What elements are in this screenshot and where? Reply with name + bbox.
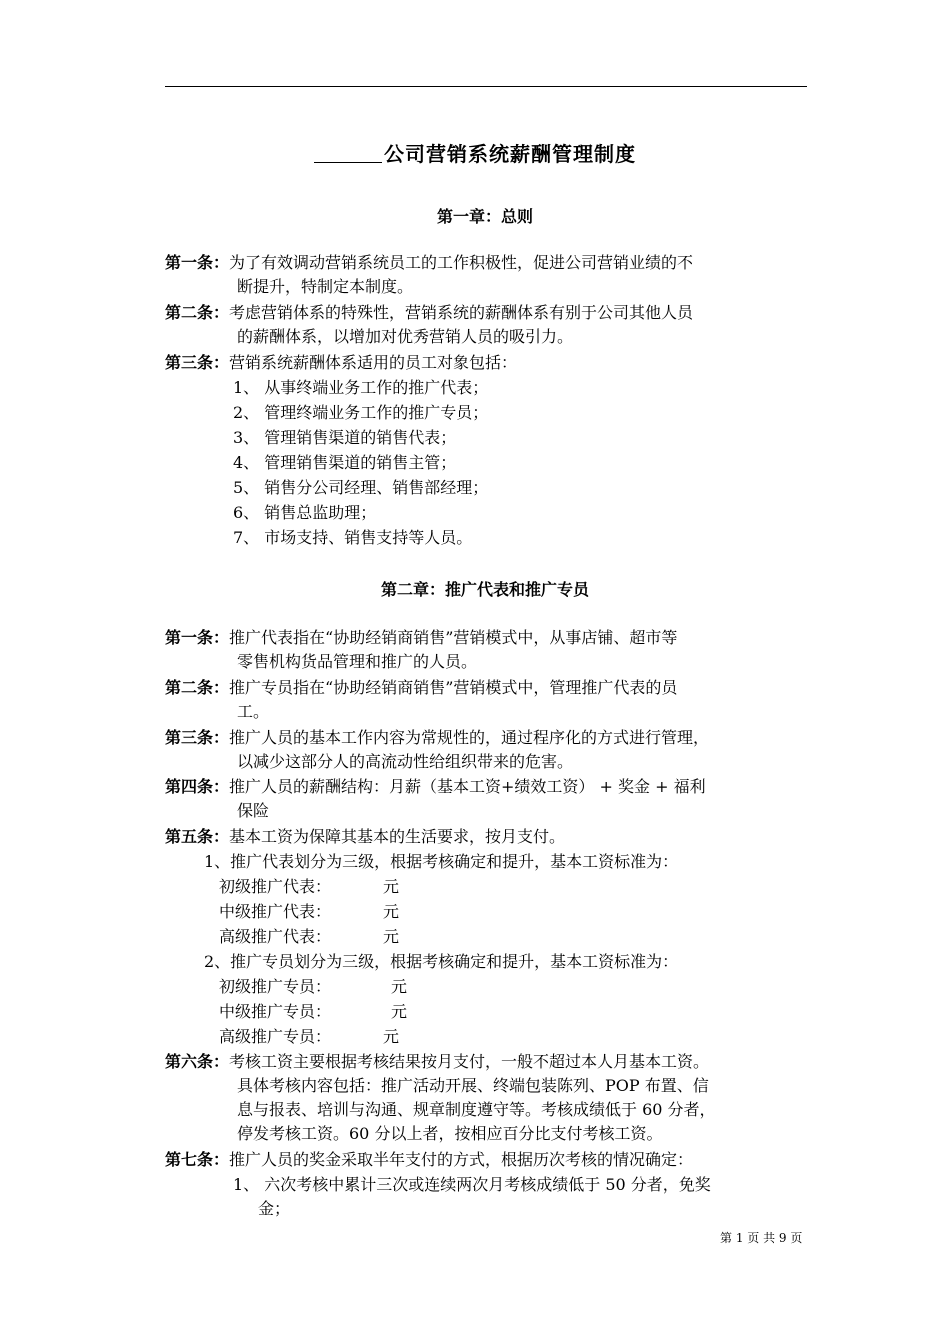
article-line <box>165 253 693 273</box>
list-item: 2、 管理终端业务工作的推广专员； <box>233 403 489 422</box>
list-item: 4、 管理销售渠道的销售主管； <box>233 453 457 472</box>
article-text: 推广人员的基本工作内容为常规性的，通过程序化的方式进行管理， <box>229 728 710 747</box>
salary-unit: 元 <box>391 1002 408 1021</box>
article-label: 第二条： <box>165 303 230 322</box>
article-line: 零售机构货品管理和推广的人员。 <box>237 652 478 671</box>
salary-level: 中级推广专员： <box>219 1002 332 1021</box>
article-line <box>165 1150 693 1170</box>
article-text: 为了有效调动营销系统员工的工作积极性，促进公司营销业绩的不 <box>229 253 694 272</box>
article-text: 基本工资为保障其基本的生活要求，按月支付。 <box>229 827 566 846</box>
article-label: 第三条： <box>165 353 230 372</box>
list-item: 1、 从事终端业务工作的推广代表； <box>233 378 489 397</box>
header-rule <box>165 86 807 87</box>
article-label: 第一条： <box>165 628 230 647</box>
salary-level: 初级推广专员： <box>219 977 332 996</box>
article-line: 以减少这部分人的高流动性给组织带来的危害。 <box>237 752 574 771</box>
list-item: 6、 销售总监助理； <box>233 503 377 522</box>
salary-unit: 元 <box>383 927 400 946</box>
document-title: 公司营销系统薪酬管理制度 <box>0 138 950 167</box>
article-text: 考虑营销体系的特殊性，营销系统的薪酬体系有别于公司其他人员 <box>229 303 694 322</box>
article-label: 第二条： <box>165 678 230 697</box>
article-label: 第五条： <box>165 827 230 846</box>
article-label: 第一条： <box>165 253 230 272</box>
salary-unit: 元 <box>383 1027 400 1046</box>
article-line: 具体考核内容包括：推广活动开展、终端包装陈列、POP 布置、信 <box>237 1076 709 1095</box>
article-text: 推广专员指在“协助经销商销售”营销模式中，管理推广代表的员 <box>229 678 678 697</box>
sub-clause: 2、推广专员划分为三级，根据考核确定和提升，基本工资标准为： <box>204 952 679 971</box>
article-label: 第三条： <box>165 728 230 747</box>
article-label: 第四条： <box>165 777 230 796</box>
article-line: 工。 <box>237 702 270 721</box>
salary-level: 初级推广代表： <box>219 877 332 896</box>
salary-level: 高级推广代表： <box>219 927 332 946</box>
article-line <box>165 827 565 847</box>
article-line: 息与报表、培训与沟通、规章制度遵守等。考核成绩低于 60 分者， <box>237 1100 716 1119</box>
article-text: 推广代表指在“协助经销商销售”营销模式中，从事店铺、超市等 <box>229 628 678 647</box>
article-line <box>165 353 517 373</box>
list-item: 5、 销售分公司经理、销售部经理； <box>233 478 489 497</box>
list-item: 金； <box>258 1199 291 1218</box>
article-text: 推广人员的薪酬结构：月薪（基本工资+绩效工资） + 奖金 + 福利 <box>229 777 706 796</box>
article-line <box>165 678 677 698</box>
list-item: 7、 市场支持、销售支持等人员。 <box>233 528 473 547</box>
article-line: 停发考核工资。60 分以上者，按相应百分比支付考核工资。 <box>237 1124 663 1143</box>
article-line: 保险 <box>237 801 270 820</box>
title-blank <box>314 146 382 163</box>
chapter-1-heading: 第一章：总则 <box>436 207 533 226</box>
salary-unit: 元 <box>383 902 400 921</box>
chapter-2-heading: 第二章：推广代表和推广专员 <box>380 580 589 599</box>
article-label: 第七条： <box>165 1150 230 1169</box>
salary-unit: 元 <box>383 877 400 896</box>
page-footer: 第 1 页 共 9 页 <box>720 1231 803 1245</box>
article-text: 营销系统薪酬体系适用的员工对象包括： <box>229 353 518 372</box>
article-line <box>165 628 677 648</box>
article-line <box>165 1052 709 1072</box>
article-line <box>165 728 709 748</box>
article-line: 断提升，特制定本制度。 <box>237 277 414 296</box>
article-line <box>165 777 706 797</box>
list-item: 1、 六次考核中累计三次或连续两次月考核成绩低于 50 分者，免奖 <box>233 1175 711 1194</box>
sub-clause: 1、推广代表划分为三级，根据考核确定和提升，基本工资标准为： <box>204 852 679 871</box>
salary-unit: 元 <box>391 977 408 996</box>
article-text: 推广人员的奖金采取半年支付的方式，根据历次考核的情况确定： <box>229 1150 694 1169</box>
salary-level: 中级推广代表： <box>219 902 332 921</box>
list-item: 3、 管理销售渠道的销售代表； <box>233 428 457 447</box>
article-line <box>165 303 693 323</box>
article-label: 第六条： <box>165 1052 230 1071</box>
article-text: 考核工资主要根据考核结果按月支付，一般不超过本人月基本工资。 <box>229 1052 710 1071</box>
article-line: 的薪酬体系，以增加对优秀营销人员的吸引力。 <box>237 327 574 346</box>
salary-level: 高级推广专员： <box>219 1027 332 1046</box>
